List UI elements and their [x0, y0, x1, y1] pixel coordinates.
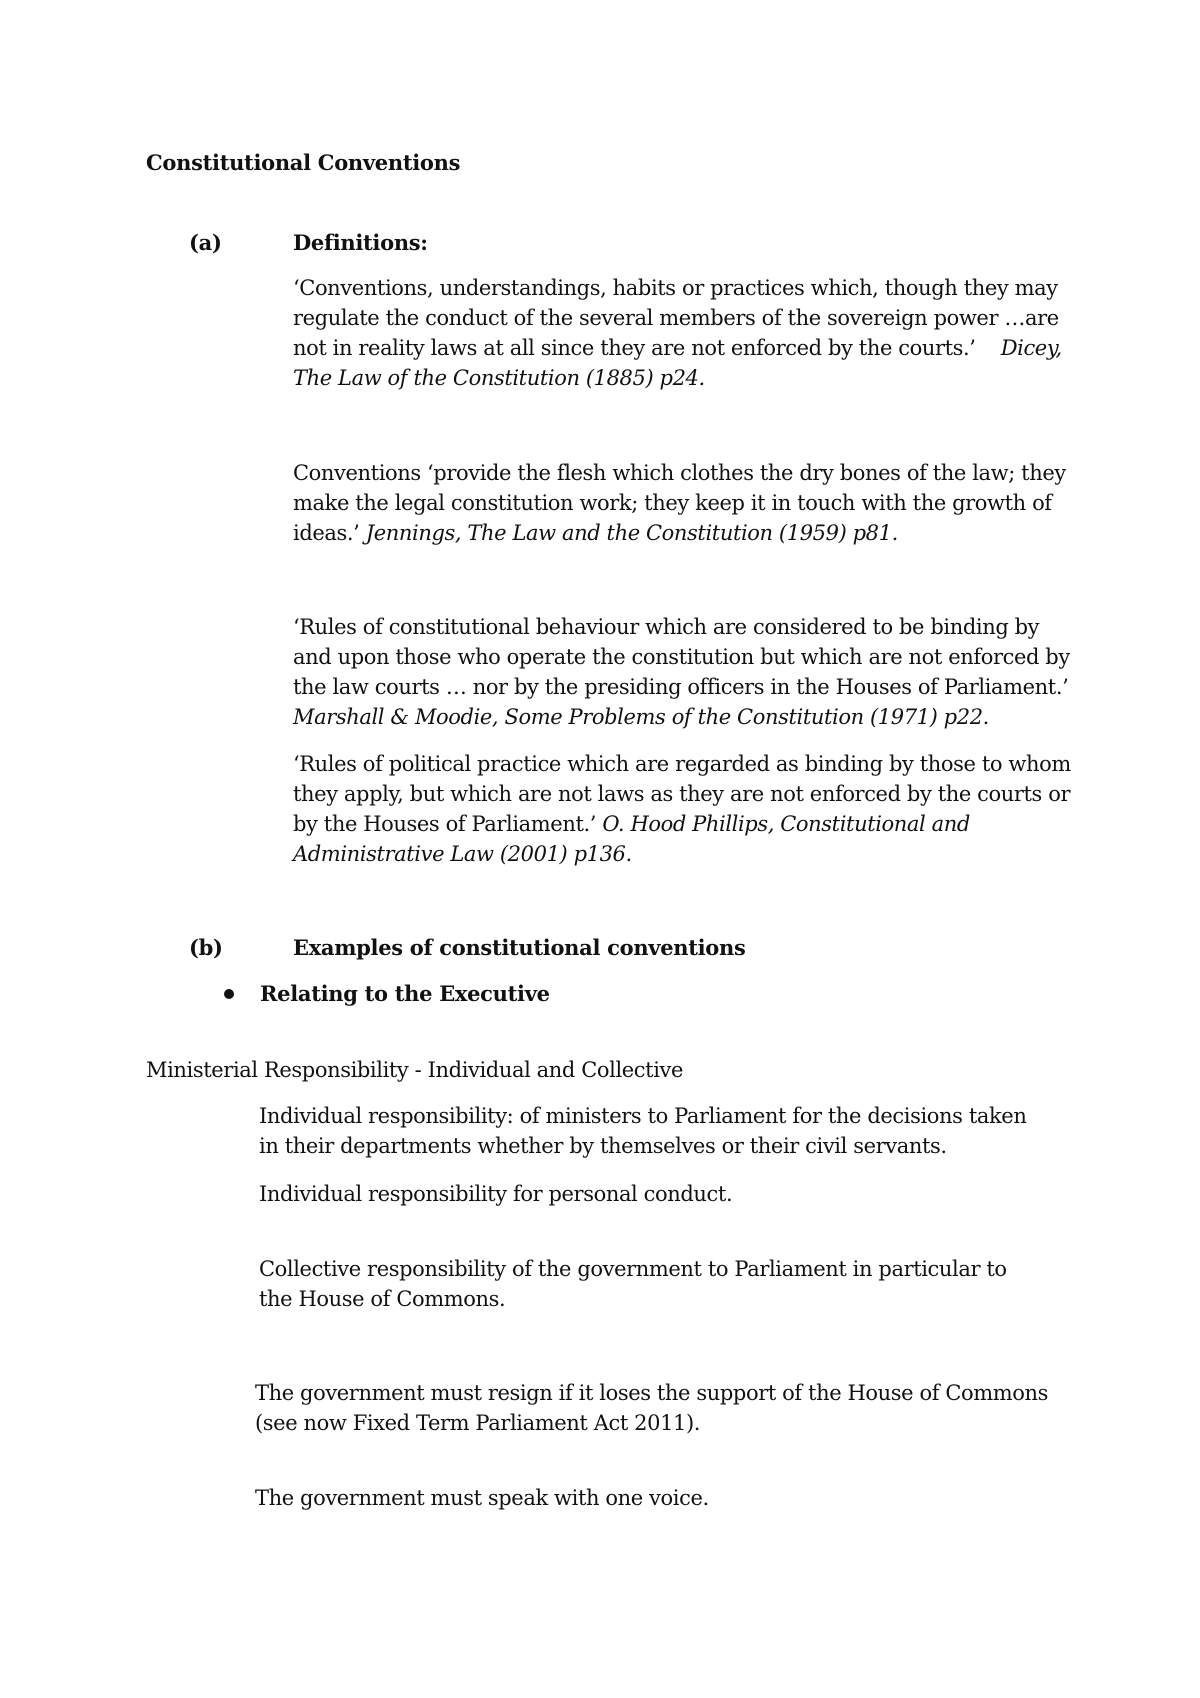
bullet-heading: Relating to the Executive — [260, 981, 550, 1006]
quote-text: ‘Conventions, understandings, habits or practices which, though they may regulate the conduct of the several members of the sovereign power …are not in reality laws at all since they are not enforced by the courts.’ — [293, 276, 1059, 360]
section-a-heading: Definitions: — [293, 230, 428, 255]
definition-quote-2 — [293, 458, 1073, 548]
definition-quote-3 — [293, 612, 1073, 732]
list-item: Collective responsibility of the government to Parliament in particular to the House of Commons. — [259, 1257, 1007, 1311]
subheading: Ministerial Responsibility - Individual and Collective — [146, 1058, 684, 1082]
list-item: The government must speak with one voice. — [255, 1486, 709, 1510]
document-title: Constitutional Conventions — [146, 150, 461, 175]
quote-citation: O. Hood Phillips, Constitutional and Administrative Law (2001) p136. — [293, 812, 970, 866]
quote-citation: Jennings, The Law and the Constitution (1959) p81. — [365, 521, 898, 545]
definition-quote-4 — [293, 749, 1073, 869]
quote-text: Conventions ‘provide the flesh which clothes the dry bones of the law; they make the legal constitution work; they keep it in touch with the growth of ideas.’ — [293, 461, 1066, 545]
list-item: Individual responsibility for personal conduct. — [259, 1182, 733, 1206]
section-a-label: (a) — [189, 230, 222, 255]
quote-citation: Marshall & Moodie, Some Problems of the Constitution (1971) p22. — [293, 705, 989, 729]
definition-quote-1 — [293, 273, 1073, 393]
quote-citation: Dicey, The Law of the Constitution (1885) p24. — [293, 336, 1062, 390]
quote-text: ‘Rules of political practice which are regarded as binding by those to whom they apply, but which are not laws as they are not enforced by the courts or by the Houses of Parliament.’ — [293, 752, 1071, 836]
list-item: The government must resign if it loses the support of the House of Commons (see now Fixed Term Parliament Act 2011). — [255, 1381, 1049, 1435]
section-b-heading: Examples of constitutional conventions — [293, 935, 746, 960]
quote-text: ‘Rules of constitutional behaviour which are considered to be binding by and upon those who operate the constitution but which are not enforced by the law courts … nor by the presiding officers in the Houses of Parliament.’ — [293, 615, 1070, 699]
bullet-dot-icon — [224, 989, 234, 999]
section-b-label: (b) — [189, 935, 223, 960]
list-item: Individual responsibility: of ministers to Parliament for the decisions taken in their departments whether by themselves or their civil servants. — [259, 1104, 1027, 1158]
